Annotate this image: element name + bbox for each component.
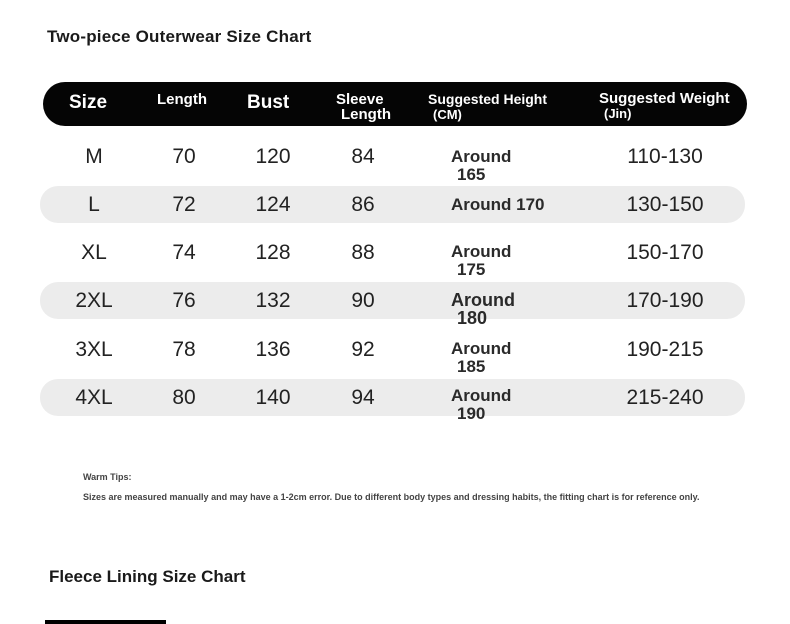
cell-bust: 140 — [255, 386, 291, 409]
cell-sleeve: 86 — [351, 193, 375, 216]
header-sleeve-line2: Length — [341, 106, 391, 123]
header-weight-line2: (Jin) — [604, 106, 632, 121]
cell-sleeve: 92 — [351, 338, 375, 361]
header-length: Length — [157, 91, 207, 108]
header-height — [428, 92, 547, 122]
cell-length: 78 — [172, 338, 196, 361]
cell-sleeve: 94 — [351, 386, 375, 409]
table-row — [40, 379, 745, 423]
cell-bust: 128 — [255, 241, 291, 264]
cell-weight: 110-130 — [627, 145, 703, 168]
cell-size: L — [88, 193, 100, 216]
cell-bust: 120 — [255, 145, 291, 168]
header-weight — [599, 91, 730, 121]
cell-height-line1: Around — [451, 147, 512, 166]
cell-height — [451, 243, 511, 279]
section-title: Fleece Lining Size Chart — [49, 567, 246, 586]
cell-length: 76 — [172, 289, 196, 312]
header-sleeve — [336, 92, 391, 122]
cell-weight: 215-240 — [626, 386, 704, 409]
cell-length: 80 — [172, 386, 196, 409]
cell-height-line2: 185 — [457, 357, 486, 376]
cell-bust: 124 — [255, 193, 291, 216]
cell-height-line2: 180 — [457, 308, 488, 328]
header-bust: Bust — [247, 92, 290, 113]
cell-height — [451, 196, 545, 214]
cell-length: 70 — [172, 145, 196, 168]
cell-height-line2: 175 — [457, 260, 486, 279]
warm-tips-text: Sizes are measured manually and may have a 1-2cm error. Due to different body types and dressing habits, the fitting chart is for reference only. — [83, 492, 700, 502]
cell-height — [451, 148, 511, 184]
cell-height — [451, 387, 511, 423]
header-size: Size — [69, 92, 108, 113]
header-weight-line1: Suggested Weight — [599, 90, 730, 107]
divider-rule — [45, 620, 166, 624]
cell-sleeve: 84 — [351, 145, 375, 168]
cell-height-line1: Around — [451, 339, 512, 358]
cell-height-line1: Around — [451, 242, 512, 261]
cell-weight: 170-190 — [626, 289, 704, 312]
table-row — [40, 234, 745, 279]
cell-height — [451, 291, 515, 327]
cell-height — [451, 340, 511, 376]
cell-height-line1: Around — [451, 386, 512, 405]
cell-height-line1: Around 170 — [451, 195, 545, 214]
cell-height-line2: 190 — [457, 404, 486, 423]
cell-bust: 136 — [255, 338, 291, 361]
cell-sleeve: 88 — [351, 241, 375, 264]
cell-size: XL — [81, 241, 107, 264]
page-title: Two-piece Outerwear Size Chart — [47, 27, 312, 46]
cell-weight: 150-170 — [626, 241, 704, 264]
table-row — [40, 186, 745, 223]
table-row — [40, 331, 745, 376]
header-sleeve-line1: Sleeve — [336, 91, 384, 108]
cell-bust: 132 — [255, 289, 291, 312]
cell-height-line1: Around — [451, 290, 515, 310]
warm-tips-label: Warm Tips: — [83, 472, 132, 482]
cell-length: 72 — [172, 193, 196, 216]
cell-size: 4XL — [75, 386, 113, 409]
cell-size: 3XL — [75, 338, 113, 361]
header-height-line2: (CM) — [433, 107, 462, 122]
cell-size: M — [85, 145, 103, 168]
table-row — [40, 282, 745, 328]
table-header — [43, 82, 747, 126]
cell-size: 2XL — [75, 289, 113, 312]
header-height-line1: Suggested Height — [428, 91, 548, 107]
cell-sleeve: 90 — [351, 289, 375, 312]
table-row — [40, 138, 745, 184]
cell-weight: 130-150 — [626, 193, 704, 216]
cell-weight: 190-215 — [626, 338, 704, 361]
cell-height-line2: 165 — [457, 165, 486, 184]
cell-length: 74 — [172, 241, 196, 264]
